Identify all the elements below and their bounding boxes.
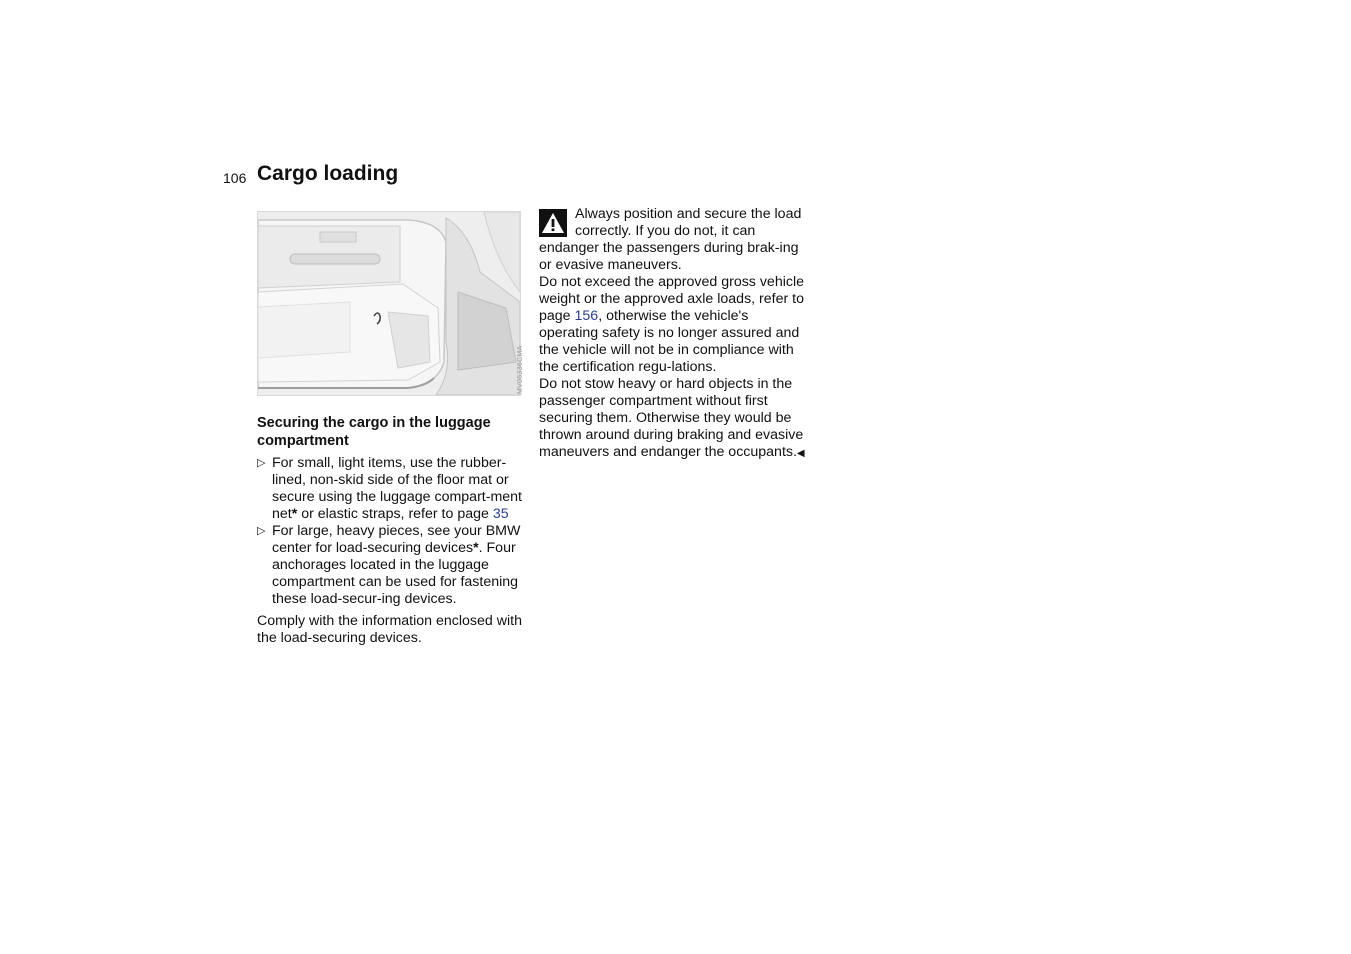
bullet-text-continued: . Four anchorages located in the luggage compartment can be used for fastening these load-secur-ing devices. xyxy=(272,540,519,607)
bullet-arrow-icon: ▷ xyxy=(257,457,266,469)
figure-code: MV06336CMA xyxy=(517,345,524,394)
end-of-warning-icon: ◀ xyxy=(796,448,805,459)
section-heading: Securing the cargo in the luggage compartment xyxy=(257,415,491,449)
left-column xyxy=(257,414,532,647)
page-number: 106 xyxy=(223,170,247,186)
optional-equipment-asterisk: * xyxy=(291,506,298,522)
page-link[interactable]: 35 xyxy=(492,506,509,522)
closing-paragraph: Comply with the information enclosed with the load-securing devices. xyxy=(257,613,522,646)
weight-text-continued: , otherwise the vehicle's operating safety is no longer assured and the vehicle will not be in compliance with the certification regu-lations. xyxy=(539,308,800,375)
stowing-paragraph xyxy=(539,376,811,462)
page-link[interactable]: 156 xyxy=(574,308,599,324)
luggage-compartment-illustration xyxy=(258,212,520,395)
optional-equipment-asterisk: * xyxy=(473,540,479,556)
bullet-text: For small, light items, use the rubber-lined, non-skid side of the floor mat or secure using the luggage compart-ment net xyxy=(272,455,522,522)
weight-paragraph xyxy=(539,274,811,376)
list-item xyxy=(257,523,532,608)
weight-text: Do not exceed the approved gross vehicle weight or the approved axle loads, refer to page xyxy=(539,274,804,324)
bullet-arrow-icon: ▷ xyxy=(257,525,266,537)
stowing-text: Do not stow heavy or hard objects in the passenger compartment without first securing them. Otherwise they would be thrown around during braking and evasive maneuvers and endanger the occupants. xyxy=(539,376,804,460)
list-item xyxy=(257,455,532,523)
bullet-list xyxy=(257,455,532,608)
bullet-text-continued: or elastic straps, refer to page xyxy=(297,506,493,522)
page-title: Cargo loading xyxy=(257,162,399,185)
warning-paragraph: Always position and secure the load correctly. If you do not, it can endanger the passengers during brak-ing or evasive maneuvers. xyxy=(539,206,802,273)
luggage-compartment-photo xyxy=(257,211,521,396)
right-column xyxy=(539,206,811,462)
bullet-text: For large, heavy pieces, see your BMW center for load-securing devices xyxy=(272,523,521,556)
warning-triangle-icon xyxy=(539,209,567,237)
